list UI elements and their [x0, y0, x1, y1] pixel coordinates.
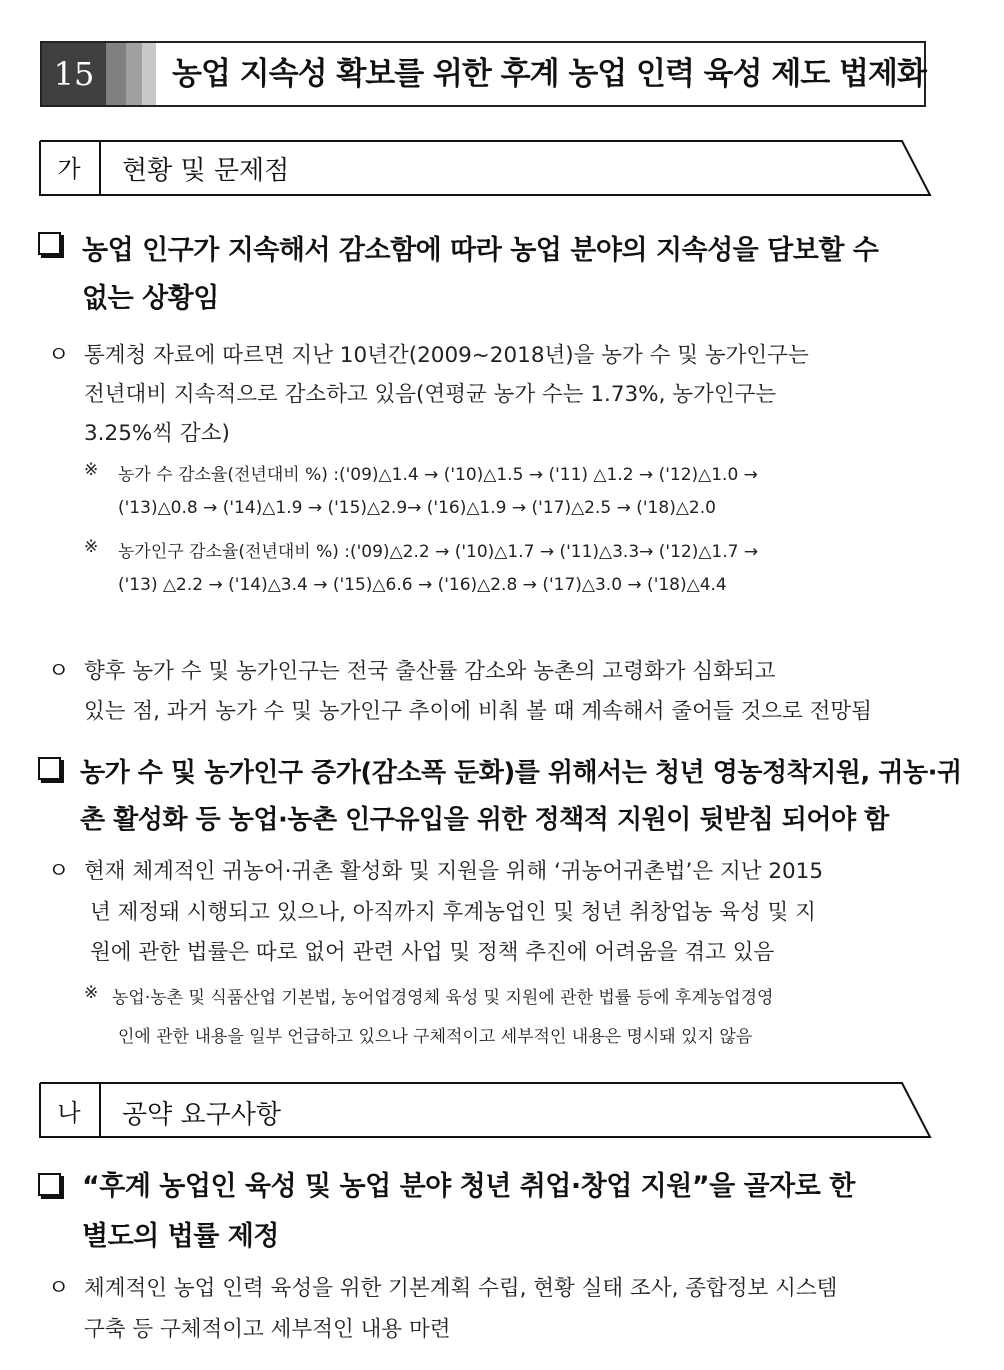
circle-bullet-icon: ㅇ: [48, 1276, 70, 1301]
circle-bullet-icon: ㅇ: [48, 859, 70, 884]
heading-line: 촌 활성화 등 농업·농촌 인구유입을 위한 정책적 지원이 뒷받침 되어야 함: [80, 805, 889, 835]
title-gradient-block: [142, 43, 156, 105]
circle-bullet-icon: ㅇ: [48, 343, 70, 368]
heading-line: 농가 수 및 농가인구 증가(감소폭 둔화)를 위해서는 청년 영농정착지원, 귀농·귀: [80, 758, 962, 788]
bullet-line: 전년대비 지속적으로 감소하고 있음(연평균 농가 수는 1.73%, 농가인구는: [84, 382, 777, 407]
circle-bullet-icon: ㅇ: [48, 659, 70, 684]
note-line: ('13) △2.2 → ('14)△3.4 → ('15)△6.6 → ('16)△2.8 → ('17)△3.0 → ('18)△4.4: [118, 575, 727, 595]
note-line: ('13)△0.8 → ('14)△1.9 → ('15)△2.9→ ('16)△1.9 → ('17)△2.5 → ('18)△2.0: [118, 498, 716, 518]
bullet-line: 년 제정돼 시행되고 있으나, 아직까지 후계농업인 및 청년 취창업농 육성 및 지: [90, 900, 816, 925]
section-title: 현황 및 문제점: [122, 156, 290, 186]
title-number: 15: [42, 43, 106, 105]
bullet-line: 통계청 자료에 따르면 지난 10년간(2009~2018년)을 농가 수 및 농가인구는: [84, 343, 809, 368]
section-letter: 나: [57, 1099, 81, 1127]
heading-line: 별도의 법률 제정: [82, 1221, 279, 1252]
bullet-line: 체계적인 농업 인력 육성을 위한 기본계획 수립, 현황 실태 조사, 종합정보 시스템: [84, 1276, 838, 1301]
bullet-line: 원에 관한 법률은 따로 없어 관련 사업 및 정책 추진에 어려움을 겪고 있음: [90, 940, 775, 965]
page-title: 농업 지속성 확보를 위한 후계 농업 인력 육성 제도 법제화: [172, 56, 926, 92]
checkbox-square-icon: [38, 1173, 61, 1196]
reference-mark-icon: ※: [84, 460, 99, 480]
checkbox-square-icon: [38, 757, 61, 780]
heading-line: 농업 인구가 지속해서 감소함에 따라 농업 분야의 지속성을 담보할 수: [82, 235, 879, 266]
reference-mark-icon: ※: [84, 537, 99, 557]
title-gradient-block: [106, 43, 126, 105]
bullet-line: 현재 체계적인 귀농어·귀촌 활성화 및 지원을 위해 ‘귀농어귀촌법’은 지난 2015: [84, 859, 824, 884]
title-gradient-block: [126, 43, 142, 105]
note-line: 농가 수 감소율(전년대비 %) :('09)△1.4 → ('10)△1.5 → ('11) △1.2 → ('12)△1.0 →: [118, 465, 758, 485]
heading-line: 없는 상황임: [82, 283, 219, 314]
section-title: 공약 요구사항: [122, 1100, 281, 1130]
note-line: 농가인구 감소율(전년대비 %) :('09)△2.2 → ('10)△1.7 → ('11)△3.3→ ('12)△1.7 →: [118, 542, 759, 562]
reference-mark-icon: ※: [84, 983, 99, 1003]
section-letter: 가: [57, 155, 81, 183]
heading-line: “후계 농업인 육성 및 농업 분야 청년 취업·창업 지원”을 골자로 한: [82, 1171, 855, 1202]
note-line: 인에 관한 내용을 일부 언급하고 있으나 구체적이고 세부적인 내용은 명시돼 있지 않음: [118, 1027, 753, 1047]
bullet-line: 향후 농가 수 및 농가인구는 전국 출산률 감소와 농촌의 고령화가 심화되고: [84, 659, 776, 684]
bullet-line: 구축 등 구체적이고 세부적인 내용 마련: [84, 1317, 451, 1342]
bullet-line: 3.25%씩 감소): [84, 421, 230, 446]
bullet-line: 있는 점, 과거 농가 수 및 농가인구 추이에 비춰 볼 때 계속해서 줄어들 것으로 전망됨: [84, 699, 872, 724]
checkbox-square-icon: [38, 232, 61, 255]
note-line: 농업·농촌 및 식품산업 기본법, 농어업경영체 육성 및 지원에 관한 법률 등에 후계농업경영: [112, 988, 774, 1008]
